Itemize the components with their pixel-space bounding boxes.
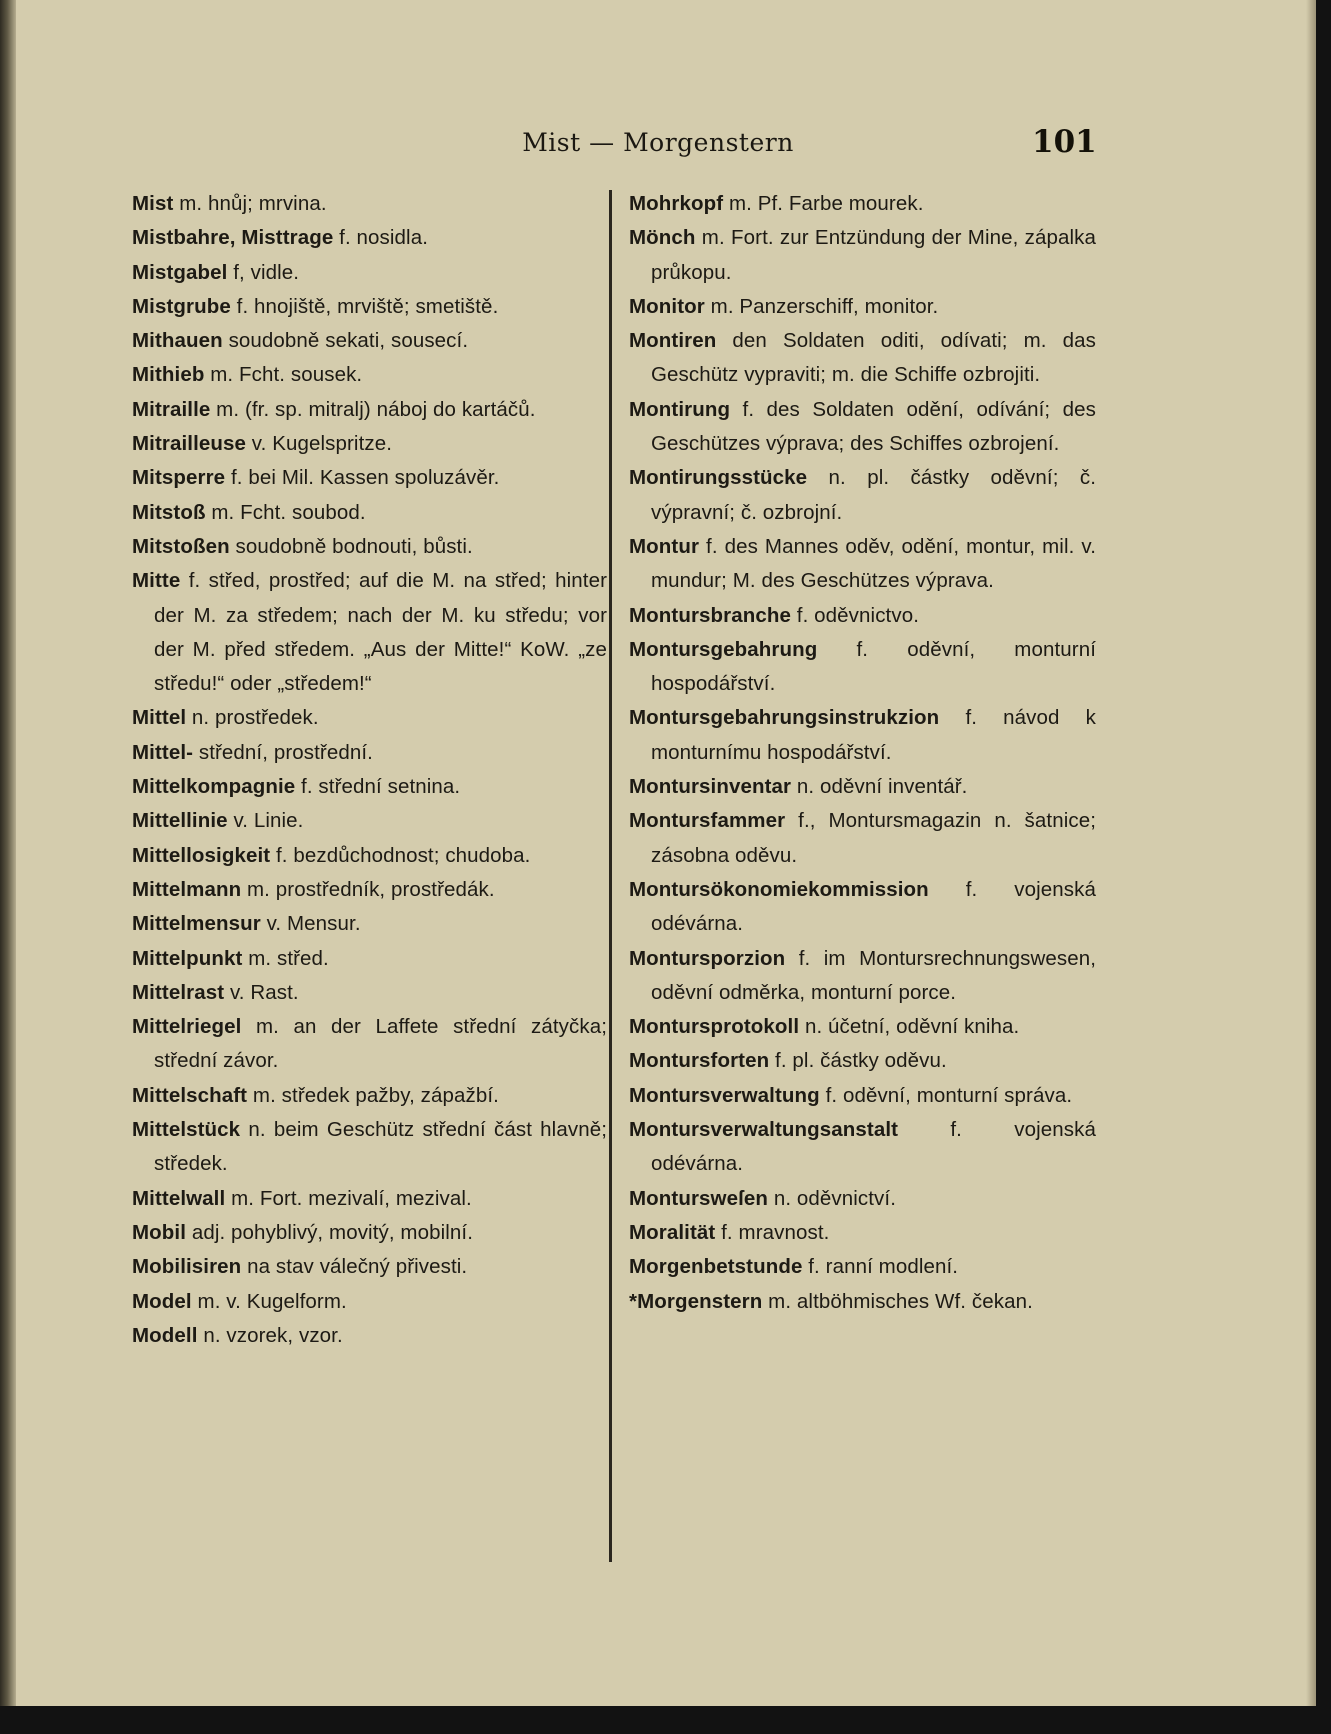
dictionary-entry <box>629 1250 1096 1284</box>
dictionary-entry <box>629 1010 1096 1044</box>
dictionary-entry <box>132 564 607 701</box>
entry-definition: střední, prostřední. <box>198 740 373 764</box>
dictionary-entry <box>132 976 607 1010</box>
dictionary-entry <box>629 942 1096 1011</box>
entry-definition: m. an der Laffete střední zátyčka; střední závor. <box>154 1015 607 1073</box>
entry-definition: f. hnojiště, mrviště; smetiště. <box>236 294 499 318</box>
dictionary-entry <box>132 496 607 530</box>
entry-definition: na stav válečný přivesti. <box>247 1255 468 1279</box>
entry-headword: Mittel <box>132 706 187 730</box>
dictionary-entry <box>132 1319 607 1353</box>
page-number: 101 <box>1032 124 1097 160</box>
dictionary-entry <box>132 461 607 495</box>
dictionary-entry <box>132 701 607 735</box>
entry-definition: f. pl. částky oděvu. <box>775 1049 947 1073</box>
entry-definition: f. oděvní, monturní správa. <box>825 1083 1073 1107</box>
entry-definition: n. účetní, oděvní kniha. <box>804 1015 1020 1039</box>
dictionary-entry <box>132 873 607 907</box>
entry-definition: f. mravnost. <box>721 1220 830 1244</box>
entry-definition: f., Montursmagazin n. šatnice; zásobna oděvu. <box>651 809 1096 867</box>
dictionary-entry <box>132 839 607 873</box>
entry-headword: Mohrkopf <box>629 192 724 215</box>
dictionary-entry <box>132 907 607 941</box>
entry-headword: Mittelschaft <box>132 1083 248 1107</box>
entry-definition: f. střed, prostřed; auf die M. na střed; hinter der M. za středem; nach der M. ku středu; vor der M. před středem. „Aus der Mitte!“ KoW. „ze středu!“ oder „středem!“ <box>154 569 607 696</box>
dictionary-entry <box>132 324 607 358</box>
entry-headword: Mistbahre, Misttrage <box>132 226 334 250</box>
entry-headword: Mobil <box>132 1220 187 1244</box>
dictionary-entry <box>629 1113 1096 1182</box>
entry-headword: Mitrailleuse <box>132 432 246 456</box>
entry-definition: f. oděvní, monturní hospodářství. <box>651 637 1097 696</box>
entry-definition: f. nosidla. <box>339 226 429 250</box>
entry-headword: Mittel- <box>132 740 194 764</box>
entry-definition: f. des Mannes oděv, odění, montur, mil. v. mundur; M. des Geschützes výprava. <box>651 534 1097 593</box>
dictionary-entry <box>132 804 607 838</box>
entry-headword: Mittellosigkeit <box>132 843 271 867</box>
entry-headword: Montursverwaltungsanstalt <box>629 1118 899 1142</box>
dictionary-entry <box>132 1250 607 1284</box>
entry-headword: Model <box>132 1289 192 1313</box>
dictionary-entry <box>132 530 607 564</box>
entry-headword: Mitstoßen <box>132 534 230 558</box>
dictionary-entry <box>132 221 607 255</box>
dictionary-entry <box>629 187 1096 221</box>
entry-definition: m. Panzerschiff, monitor. <box>710 294 939 318</box>
entry-definition: m. v. Kugelform. <box>197 1289 347 1313</box>
dictionary-entry <box>629 1182 1096 1216</box>
dictionary-entry <box>629 770 1096 804</box>
entry-definition: den Soldaten oditi, odívati; m. das Geschütz vypraviti; m. die Schiffe ozbrojiti. <box>651 329 1096 387</box>
entry-headword: Mist <box>132 192 174 215</box>
entry-definition: soudobně bodnouti, bůsti. <box>235 534 473 558</box>
dictionary-entry <box>132 770 607 804</box>
entry-headword: Montursporzion <box>629 946 786 970</box>
dictionary-entry <box>132 1079 607 1113</box>
column-divider <box>609 190 612 1562</box>
dictionary-entry <box>132 1113 607 1182</box>
entry-headword: Mittelpunkt <box>132 946 243 970</box>
entry-headword: Mitraille <box>132 397 211 421</box>
entry-headword: Montursforten <box>629 1049 770 1073</box>
entry-definition: m. Fcht. sousek. <box>210 363 363 387</box>
entry-headword: Mitstoß <box>132 500 206 524</box>
dictionary-entry <box>132 427 607 461</box>
entry-headword: Montursbranche <box>629 603 791 627</box>
entry-headword: Montiren <box>629 329 717 353</box>
entry-definition: adj. pohyblivý, movitý, mobilní. <box>191 1220 474 1244</box>
entry-headword: Mittelmann <box>132 877 242 901</box>
dictionary-entry <box>132 393 607 427</box>
entry-headword: Montursprotokoll <box>629 1015 800 1039</box>
entry-headword: Mönch <box>629 226 696 250</box>
entry-headword: Mittelkompagnie <box>132 775 296 799</box>
dictionary-entry <box>132 290 607 324</box>
entry-definition: v. Linie. <box>233 809 304 833</box>
entry-definition: n. oděvnictví. <box>773 1186 897 1210</box>
right-column <box>629 187 1096 1319</box>
dictionary-entry <box>132 942 607 976</box>
entry-headword: Modell <box>132 1323 198 1347</box>
dictionary-entry <box>629 1079 1096 1113</box>
entry-headword: Mobilisiren <box>132 1255 242 1279</box>
entry-definition: v. Kugelspritze. <box>251 432 393 456</box>
dictionary-entry <box>629 530 1096 599</box>
dictionary-entry <box>132 1285 607 1319</box>
entry-definition: m. (fr. sp. mitralj) náboj do kartáčů. <box>216 397 536 421</box>
entry-headword: Montursgebahrung <box>629 637 818 661</box>
dictionary-entry <box>629 633 1096 702</box>
entry-headword: *Morgenstern <box>629 1289 763 1313</box>
entry-definition: n. oděvní inventář. <box>796 775 968 799</box>
entry-definition: m. střed. <box>248 946 329 970</box>
dictionary-entry <box>132 1182 607 1216</box>
entry-headword: Montursinventar <box>629 775 792 799</box>
entry-headword: Morgenbetstunde <box>629 1255 803 1279</box>
dictionary-entry <box>629 461 1096 530</box>
entry-headword: Mithauen <box>132 329 223 353</box>
entry-definition: m. středek pažby, zápažbí. <box>252 1083 499 1107</box>
entry-definition: soudobně sekati, sousecí. <box>228 329 469 353</box>
entry-definition: f. bei Mil. Kassen spoluzávěr. <box>230 466 500 490</box>
dictionary-entry <box>629 221 1096 290</box>
entry-definition: m. prostředník, prostředák. <box>247 877 495 901</box>
entry-definition: m. Fort. mezivalí, mezival. <box>231 1186 472 1210</box>
entry-headword: Mittellinie <box>132 809 228 833</box>
entry-definition: f. ranní modlení. <box>808 1255 959 1279</box>
entry-definition: f. vojenská odévárna. <box>651 1118 1096 1176</box>
entry-definition: n. pl. částky oděvní; č. výpravní; č. ozbrojní. <box>651 466 1097 524</box>
entry-definition: m. altböhmisches Wf. čekan. <box>768 1289 1033 1313</box>
dictionary-entry <box>132 1216 607 1250</box>
entry-headword: Montursweſen <box>629 1186 769 1210</box>
entry-headword: Mistgabel <box>132 260 228 284</box>
page-edge-shadow <box>1306 0 1316 1706</box>
dictionary-entry <box>629 873 1096 942</box>
entry-headword: Montursfammer <box>629 809 786 833</box>
entry-definition: f. návod k monturnímu hospodářství. <box>651 706 1097 764</box>
entry-definition: n. beim Geschütz střední část hlavně; středek. <box>154 1118 607 1176</box>
dictionary-entry <box>629 1044 1096 1078</box>
dictionary-entry <box>629 701 1096 770</box>
entry-headword: Montirung <box>629 397 731 421</box>
entry-definition: f. des Soldaten odění, odívání; des Geschützes výprava; des Schiffes ozbrojení. <box>651 397 1097 456</box>
dictionary-entry <box>629 1285 1096 1319</box>
dictionary-entry <box>132 256 607 290</box>
entry-definition: n. vzorek, vzor. <box>203 1323 343 1347</box>
entry-definition: f. střední setnina. <box>301 775 461 799</box>
entry-definition: f. oděvnictvo. <box>796 603 919 627</box>
dictionary-entry <box>629 804 1096 873</box>
entry-definition: m. Fcht. soubod. <box>211 500 366 524</box>
running-head: Mist — Morgenstern <box>522 128 794 157</box>
entry-headword: Mittelstück <box>132 1118 241 1142</box>
dictionary-entry <box>132 736 607 770</box>
entry-definition: m. hnůj; mrvina. <box>179 192 327 215</box>
entry-headword: Mittelriegel <box>132 1015 242 1039</box>
entry-headword: Montursgebahrungsinstrukzion <box>629 706 940 730</box>
entry-headword: Montur <box>629 534 700 558</box>
entry-definition: v. Mensur. <box>266 912 361 936</box>
entry-headword: Montursökonomiekommission <box>629 877 929 901</box>
dictionary-entry <box>132 1010 607 1079</box>
book-binding-shadow <box>0 0 16 1706</box>
entry-definition: n. prostředek. <box>191 706 319 730</box>
entry-headword: Monitor <box>629 294 705 318</box>
dictionary-entry <box>132 187 607 221</box>
entry-headword: Moralität <box>629 1220 716 1244</box>
entry-definition: f. im Montursrechnungswesen, oděvní odměrka, monturní porce. <box>651 946 1097 1004</box>
entry-headword: Montursverwaltung <box>629 1083 820 1107</box>
left-column <box>132 187 607 1353</box>
entry-headword: Mithieb <box>132 363 205 387</box>
entry-headword: Mittelwall <box>132 1186 226 1210</box>
entry-definition: f. vojenská odévárna. <box>651 877 1096 936</box>
entry-definition: m. Pf. Farbe mourek. <box>728 192 924 215</box>
entry-definition: m. Fort. zur Entzündung der Mine, zápalka průkopu. <box>651 226 1096 284</box>
entry-definition: f, vidle. <box>233 260 300 284</box>
entry-definition: f. bezdůchodnost; chudoba. <box>275 843 531 867</box>
dictionary-entry <box>629 393 1096 462</box>
entry-definition: v. Rast. <box>229 980 299 1004</box>
entry-headword: Mitsperre <box>132 466 226 490</box>
entry-headword: Mittelrast <box>132 980 225 1004</box>
dictionary-entry <box>629 599 1096 633</box>
entry-headword: Montirungsstücke <box>629 466 808 490</box>
dictionary-entry <box>629 324 1096 393</box>
entry-headword: Mittelmensur <box>132 912 261 936</box>
dictionary-entry <box>629 1216 1096 1250</box>
dictionary-entry <box>132 358 607 392</box>
entry-headword: Mitte <box>132 569 181 593</box>
dictionary-entry <box>629 290 1096 324</box>
entry-headword: Mistgrube <box>132 294 231 318</box>
